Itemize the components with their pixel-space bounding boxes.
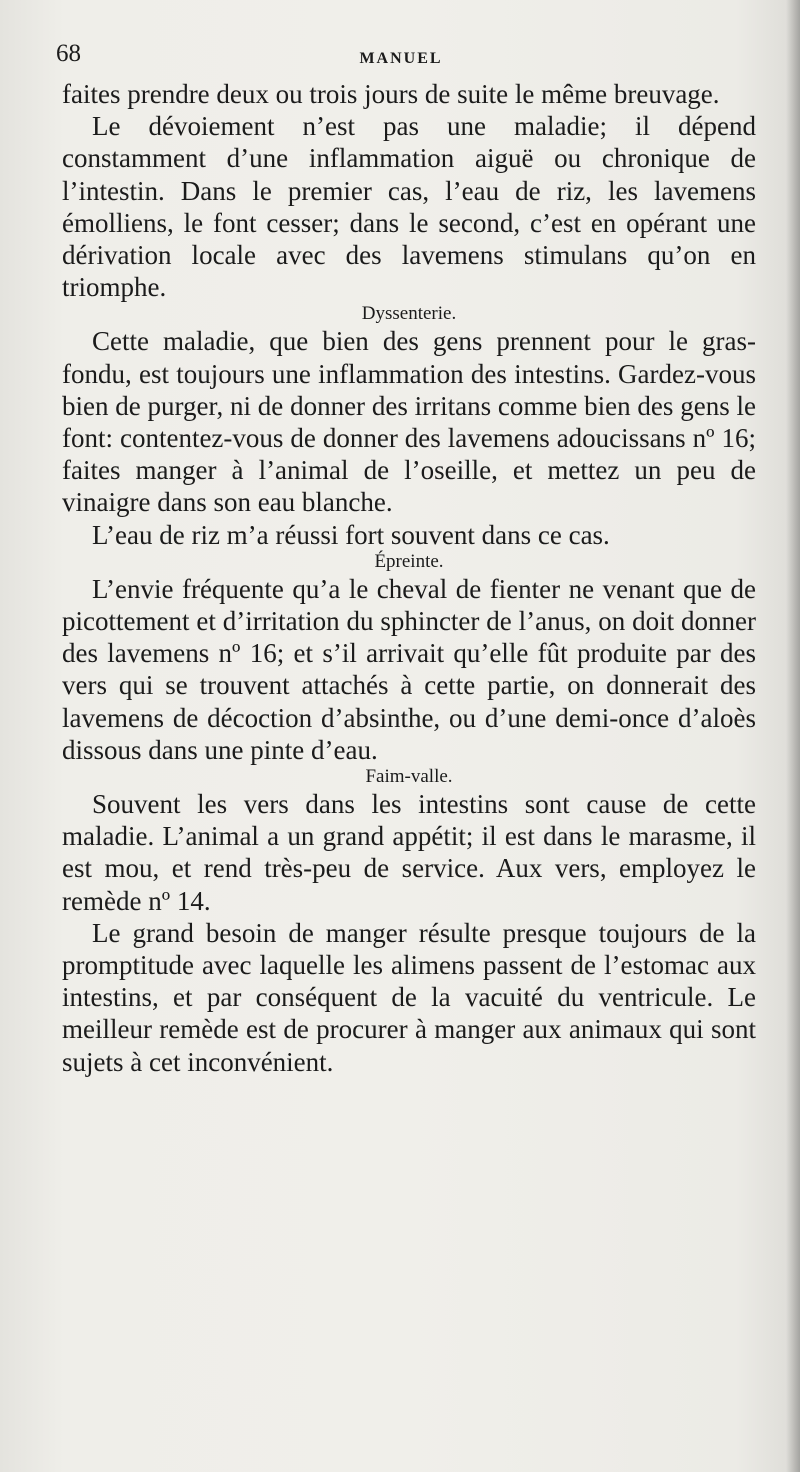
page-body <box>62 78 756 1078</box>
paragraph-eau-de-riz: L’eau de riz m’a réussi fort souvent dans ce cas. <box>92 519 610 550</box>
section-heading-faim-valle: Faim-valle. <box>365 766 453 788</box>
paragraph-grand-besoin: Le grand besoin de manger résulte presque toujours de la promptitude avec laquelle les alimens passent de l’estomac aux intestins, et par conséquent de la vacuité du ventricule. Le meilleur remède est de procurer à manger aux animaux qui sont sujets à cet inconvénient. <box>62 917 756 1077</box>
page-edge-shadow <box>786 0 800 1472</box>
section-heading-epreinte: Épreinte. <box>374 550 444 572</box>
running-title: MANUEL <box>359 50 443 67</box>
page-number: 68 <box>56 40 81 67</box>
paragraph-faim-valle: Souvent les vers dans les intestins sont cause de cette maladie. L’animal a un grand appétit; il est dans le marasme, il est mou, et rend très-peu de service. Aux vers, employez le remède nº 14. <box>62 789 756 916</box>
paragraph-devoiement: Le dévoiement n’est pas une maladie; il dépend constamment d’une inflammation aiguë ou chronique de l’intestin. Dans le premier cas, l’eau de riz, les lavemens émolliens, le font cesser; dans le second, c’est en opérant une dérivation locale avec des lavemens stimulans qu’on en triomphe. <box>62 111 756 303</box>
section-heading-dyssenterie: Dyssenterie. <box>361 303 457 325</box>
paragraph-dyssenterie: Cette maladie, que bien des gens prennent pour le gras-fondu, est toujours une inflammation des intestins. Gardez-vous bien de purger, ni de donner des irritans comme bien des gens le font: contentez-vous de donner des lavemens adoucissans nº 16; faites manger à l’animal de l’oseille, et mettez un peu de vinaigre dans son eau blanche. <box>62 326 756 518</box>
paragraph-continuation: faites prendre deux ou trois jours de suite le même breuvage. <box>62 79 720 109</box>
page-header <box>56 40 746 76</box>
paragraph-epreinte: L’envie fréquente qu’a le cheval de fienter ne venant que de picottement et d’irritation du sphincter de l’anus, on doit donner des lavemens nº 16; et s’il arrivait qu’elle fût produite par des vers qui se trouvent attachés à cette partie, on donnerait des lavemens de décoction d’absinthe, ou d’une demi-once d’aloès dissous dans une pinte d’eau. <box>62 573 756 765</box>
